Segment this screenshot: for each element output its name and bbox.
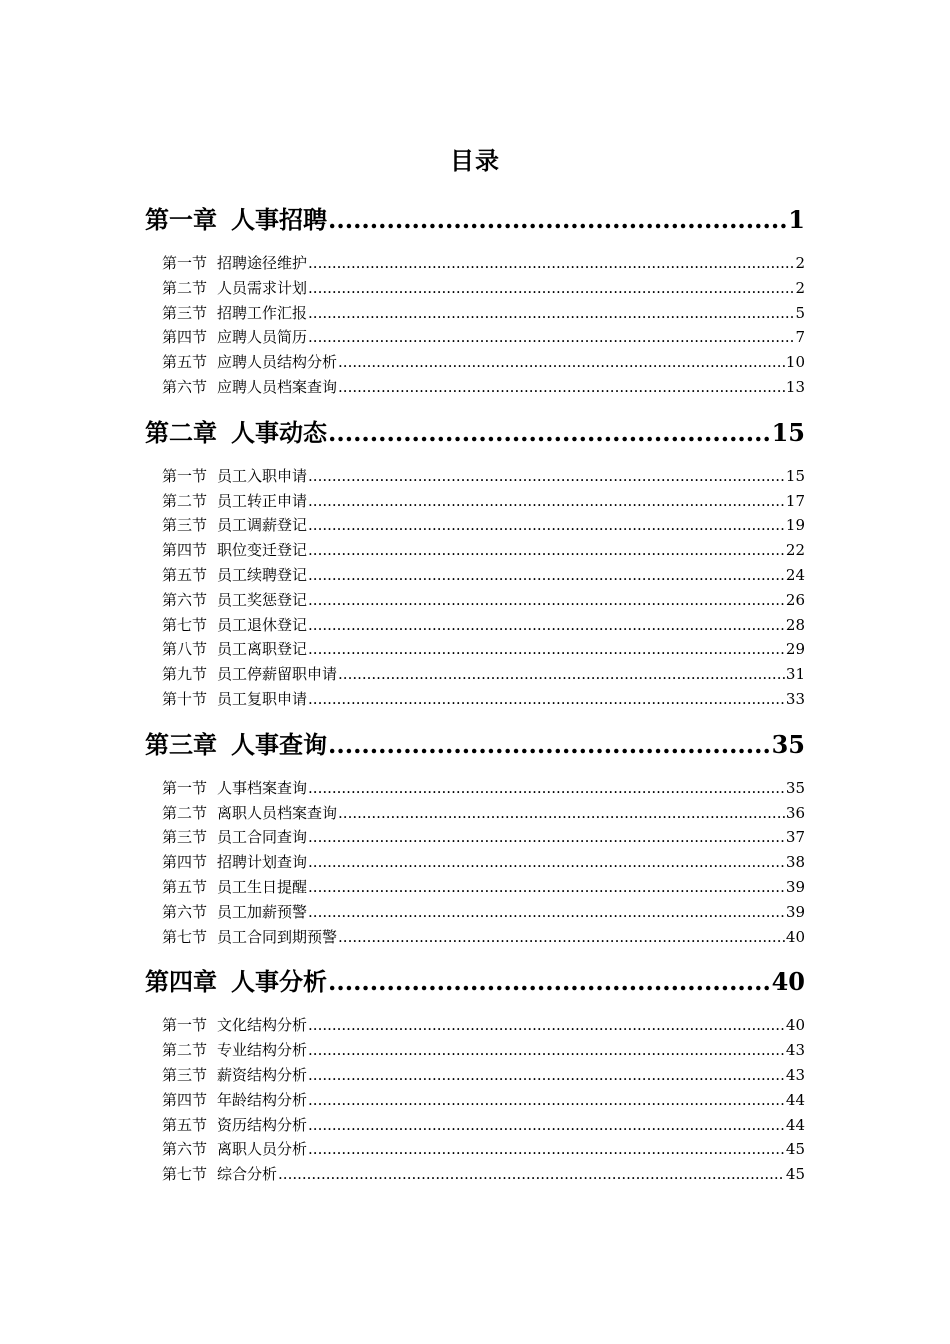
section-title: 人事档案查询 [217,778,308,797]
section-title: 综合分析 [217,1165,278,1184]
chapter-sections [145,464,805,712]
section-title: 年龄结构分析 [217,1090,308,1109]
chapter-title: 人事分析 [231,967,327,997]
section-page-number: 39 [785,902,805,921]
section-title: 专业结构分析 [217,1041,308,1060]
section-page-number: 43 [785,1041,805,1060]
chapter-number: 第四章 [145,967,217,997]
dot-leader [308,1088,785,1113]
dot-leader [308,301,794,326]
section-page-number: 45 [785,1140,805,1159]
chapter-title: 人事动态 [231,417,327,447]
dot-leader [308,850,785,875]
dot-leader [308,325,794,350]
toc-title: 目录 [450,146,500,175]
chapter-number: 第三章 [145,729,217,759]
chapter-sections [145,251,805,400]
section-number: 第五节 [162,877,208,896]
section-title: 招聘工作汇报 [217,303,308,322]
dot-leader [308,825,785,850]
section-number: 第十节 [162,689,208,708]
dot-leader [308,1038,785,1063]
section-page-number: 36 [785,803,805,822]
chapter-sections [145,776,805,950]
section-number: 第九节 [162,665,208,684]
dot-leader [308,900,785,925]
dot-leader [308,1063,785,1088]
section-number: 第七节 [162,927,208,946]
toc-section-entry[interactable] [145,538,805,563]
section-title: 离职人员档案查询 [217,803,338,822]
dot-leader [338,801,785,826]
dot-leader [328,962,771,1002]
toc-section-entry[interactable] [145,251,805,276]
section-title: 应聘人员结构分析 [217,353,338,372]
section-page-number: 17 [785,491,805,510]
section-title: 员工停薪留职申请 [217,665,338,684]
section-title: 员工合同到期预警 [217,927,338,946]
toc-section-entry[interactable] [145,513,805,538]
section-number: 第六节 [162,590,208,609]
section-number: 第六节 [162,902,208,921]
section-page-number: 5 [795,303,805,322]
section-title: 招聘途径维护 [217,254,308,272]
section-number: 第四节 [162,328,208,347]
section-page-number: 2 [795,278,805,297]
section-number: 第二节 [162,1041,208,1060]
section-number: 第三节 [162,303,208,322]
toc-section-entry[interactable] [145,375,805,400]
dot-leader [308,687,785,712]
section-number: 第四节 [162,541,208,560]
section-title: 招聘计划查询 [217,853,308,872]
section-page-number: 44 [785,1115,805,1134]
toc-section-entry[interactable] [145,350,805,375]
section-title: 人员需求计划 [217,278,308,297]
dot-leader [338,375,785,400]
dot-leader [308,513,785,538]
toc-section-entry[interactable] [145,1013,805,1038]
dot-leader [308,1013,785,1038]
dot-leader [308,489,785,514]
section-number: 第三节 [162,1065,208,1084]
section-number: 第一节 [162,1016,208,1035]
section-title: 离职人员分析 [217,1140,308,1159]
section-page-number: 15 [785,466,805,485]
dot-leader [308,276,794,301]
toc-section-entry[interactable] [145,776,805,801]
toc-section-entry[interactable] [145,925,805,950]
chapter-page-number: 1 [788,205,805,234]
toc-section-entry[interactable] [145,875,805,900]
section-number: 第四节 [162,853,208,872]
chapter-page-number: 35 [771,729,805,759]
section-title: 员工合同查询 [217,828,308,847]
toc-section-entry[interactable] [145,588,805,613]
section-page-number: 10 [785,353,805,372]
section-title: 文化结构分析 [217,1016,308,1035]
section-number: 第二节 [162,278,208,297]
section-page-number: 28 [785,615,805,634]
section-title: 员工调薪登记 [217,516,308,535]
dot-leader [308,588,785,613]
section-page-number: 33 [785,689,805,708]
section-page-number: 24 [785,565,805,584]
toc-section-entry[interactable] [145,276,805,301]
chapter-page-number: 15 [771,417,805,447]
section-title: 员工加薪预警 [217,902,308,921]
section-page-number: 45 [785,1165,805,1184]
toc-section-entry[interactable] [145,613,805,638]
section-page-number: 31 [785,665,805,684]
toc-chapter-entry[interactable] [145,200,805,240]
section-title: 职位变迁登记 [217,541,308,560]
toc-section-entry[interactable] [145,1137,805,1162]
dot-leader [308,563,785,588]
toc-section-entry[interactable] [145,900,805,925]
dot-leader [308,875,785,900]
chapter-page-number: 40 [771,967,805,997]
dot-leader [308,1137,785,1162]
toc-section-entry[interactable] [145,825,805,850]
section-page-number: 43 [785,1065,805,1084]
section-page-number: 40 [785,927,805,946]
toc-chapter-entry[interactable] [145,962,805,1002]
toc-section-entry[interactable] [145,801,805,826]
toc-section-entry[interactable] [145,1113,805,1138]
section-title: 员工入职申请 [217,466,308,485]
section-title: 应聘人员档案查询 [217,377,338,396]
dot-leader [308,637,785,662]
section-number: 第二节 [162,491,208,510]
dot-leader [328,413,771,453]
toc-section-entry[interactable] [145,637,805,662]
section-number: 第五节 [162,353,208,372]
section-title: 薪资结构分析 [217,1065,308,1084]
section-number: 第七节 [162,615,208,634]
chapter-title: 人事招聘 [231,205,327,234]
section-page-number: 35 [785,778,805,797]
section-number: 第一节 [162,254,208,272]
section-page-number: 2 [795,254,805,272]
section-page-number: 26 [785,590,805,609]
dot-leader [308,251,794,276]
toc-section-entry[interactable] [145,687,805,712]
section-title: 应聘人员简历 [217,328,308,347]
section-number: 第五节 [162,1115,208,1134]
toc-section-entry[interactable] [145,1162,805,1187]
section-number: 第三节 [162,516,208,535]
section-number: 第七节 [162,1165,208,1184]
toc-section-entry[interactable] [145,662,805,687]
section-number: 第八节 [162,640,208,659]
section-page-number: 39 [785,877,805,896]
section-title: 员工奖惩登记 [217,590,308,609]
dot-leader [338,350,785,375]
chapter-sections [145,1013,805,1187]
section-page-number: 37 [785,828,805,847]
section-page-number: 13 [785,377,805,396]
dot-leader [328,725,771,765]
dot-leader [338,925,785,950]
toc-section-entry[interactable] [145,489,805,514]
dot-leader [308,1113,785,1138]
dot-leader [308,464,785,489]
chapter-title: 人事查询 [231,729,327,759]
toc-section-entry[interactable] [145,563,805,588]
toc-section-entry[interactable] [145,850,805,875]
section-number: 第一节 [162,466,208,485]
section-title: 员工转正申请 [217,491,308,510]
section-title: 员工离职登记 [217,640,308,659]
dot-leader [308,613,785,638]
table-of-contents [145,200,805,1200]
dot-leader [308,538,785,563]
section-page-number: 44 [785,1090,805,1109]
dot-leader [308,776,785,801]
toc-chapter-entry[interactable] [145,413,805,453]
section-title: 资历结构分析 [217,1115,308,1134]
section-number: 第三节 [162,828,208,847]
section-number: 第五节 [162,565,208,584]
section-number: 第四节 [162,1090,208,1109]
section-number: 第二节 [162,803,208,822]
section-page-number: 29 [785,640,805,659]
section-title: 员工生日提醒 [217,877,308,896]
section-title: 员工退休登记 [217,615,308,634]
dot-leader [328,200,787,240]
section-title: 员工复职申请 [217,689,308,708]
dot-leader [338,662,785,687]
section-title: 员工续聘登记 [217,565,308,584]
toc-section-entry[interactable] [145,1088,805,1113]
toc-section-entry[interactable] [145,301,805,326]
toc-section-entry[interactable] [145,325,805,350]
section-number: 第一节 [162,778,208,797]
section-page-number: 7 [795,328,805,347]
section-page-number: 38 [785,853,805,872]
toc-section-entry[interactable] [145,1038,805,1063]
toc-chapter-entry[interactable] [145,725,805,765]
section-number: 第六节 [162,377,208,396]
chapter-number: 第二章 [145,417,217,447]
section-page-number: 19 [785,516,805,535]
dot-leader [278,1162,785,1187]
toc-section-entry[interactable] [145,1063,805,1088]
section-page-number: 22 [785,541,805,560]
chapter-number: 第一章 [145,205,217,234]
toc-section-entry[interactable] [145,464,805,489]
section-number: 第六节 [162,1140,208,1159]
section-page-number: 40 [785,1016,805,1035]
